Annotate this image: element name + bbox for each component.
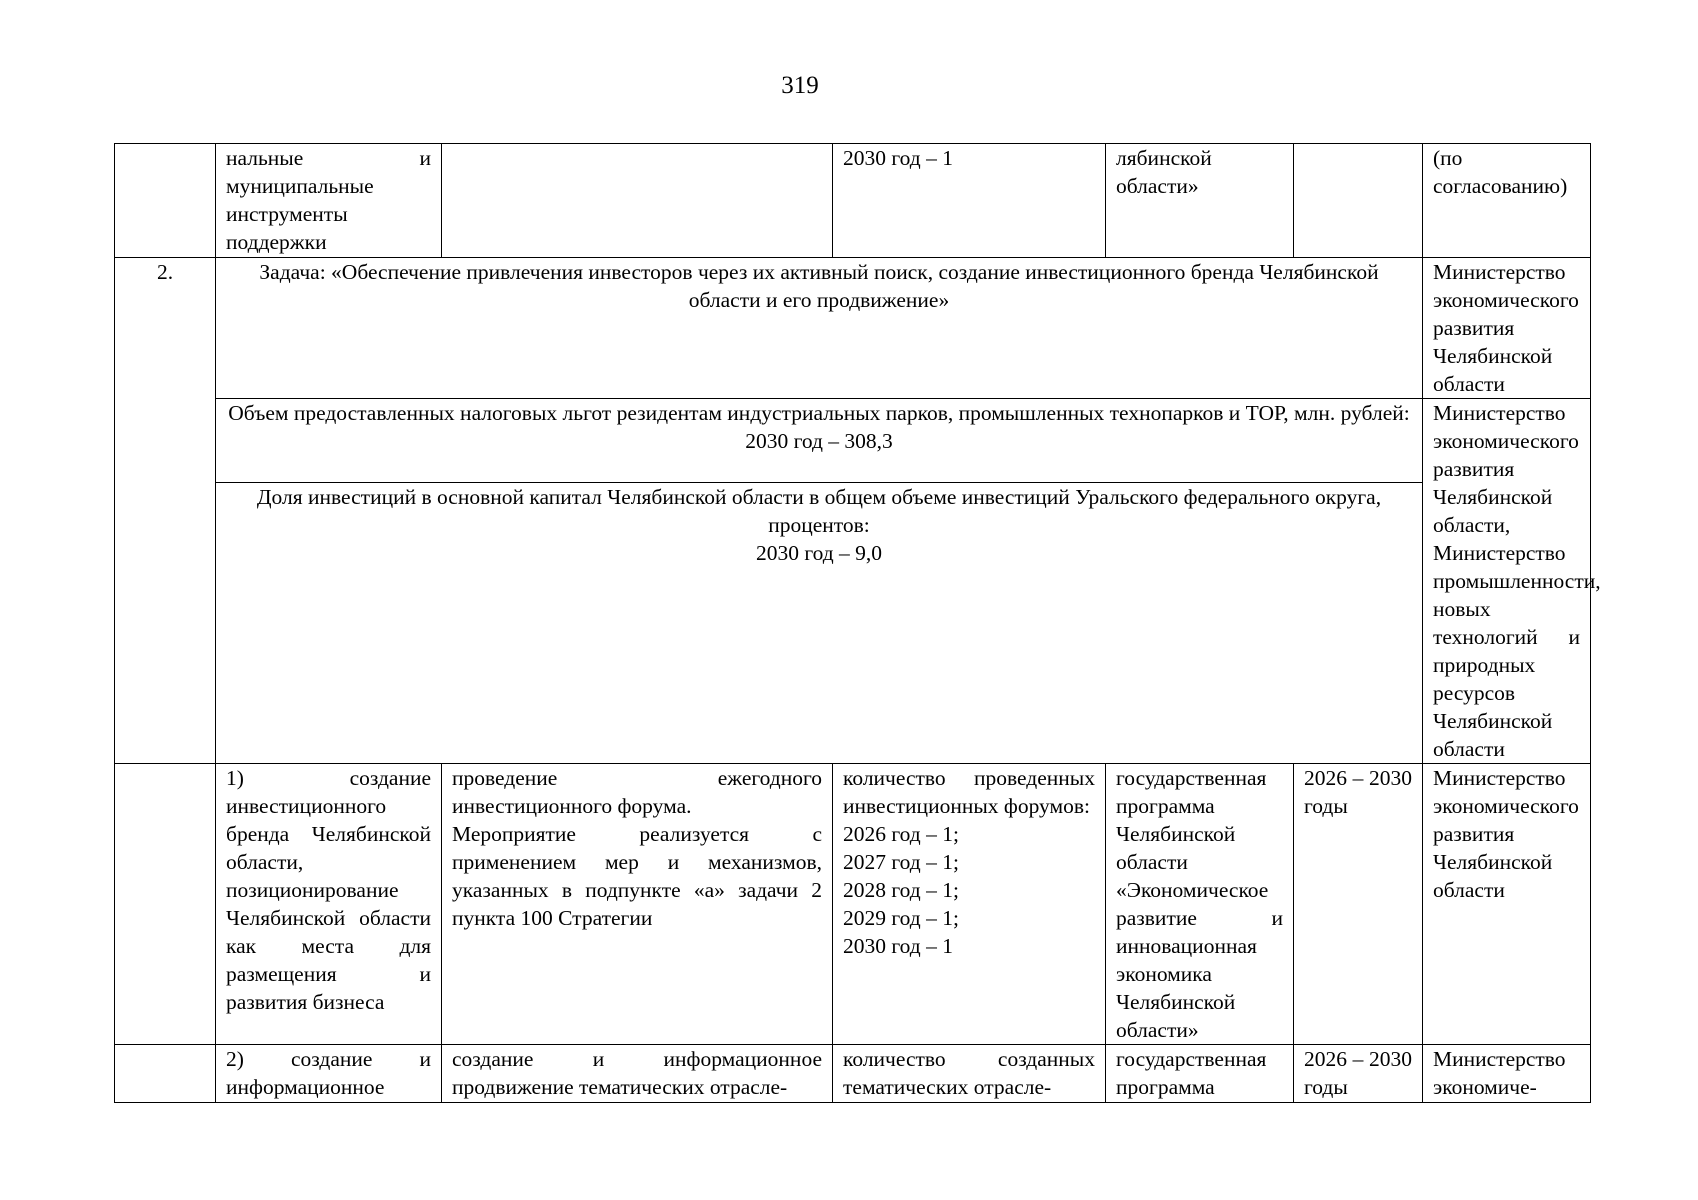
cell-indicator: количество проведенных инвестиционных форумов: 2026 год – 1; 2027 год – 1; 2028 год – 1; 2029 год – 1; 2030 год – 1	[833, 764, 1106, 1045]
table-row-continuation	[115, 144, 1591, 258]
task-heading: Задача: «Обеспечение привлечения инвесторов через их активный поиск, создание инвестиционного бренда Челябинской области и его продвижение»	[216, 258, 1423, 399]
table-row-measure	[115, 764, 1591, 1045]
cell-task-number: 2.	[115, 258, 216, 764]
indicator-tax-benefits	[216, 399, 1423, 483]
cell-program: государственная программа Челябинской области «Экономическое развитие и инновационная экономика Челябинской области»	[1106, 764, 1294, 1045]
cell-period	[1294, 144, 1423, 258]
cell-direction: 1) создание инвестиционного бренда Челябинской области, позиционирование Челябинской области как места для размещения и развития бизнеса	[216, 764, 442, 1045]
table-row-measure	[115, 1045, 1591, 1103]
cell-program	[1106, 1045, 1294, 1103]
cell-measure-text: создание и информационное продвижение тематических отрасле-	[452, 1047, 822, 1099]
page-number: 319	[781, 72, 819, 99]
indicator-tax-benefits-value: 2030 год – 308,3	[745, 429, 893, 453]
cell-measure	[442, 144, 833, 258]
cell-direction-text: 2) создание и информационное	[226, 1047, 431, 1099]
indicators-responsible: Министерство экономического развития Челябинской области, Министерство промышленности, новых технологий и природных ресурсов Челябинской области	[1423, 399, 1591, 764]
indicator-investment-share-value: 2030 год – 9,0	[755, 541, 883, 566]
cell-period: 2026 – 2030 годы	[1294, 764, 1423, 1045]
indicator-investment-share	[216, 483, 1423, 764]
table-row-indicator	[115, 483, 1591, 764]
cell-program-text: государственная программа	[1116, 1047, 1267, 1099]
cell-responsible: Министерство экономического развития Челябинской области	[1423, 764, 1591, 1045]
cell-direction	[216, 1045, 442, 1103]
cell-indicator: 2030 год – 1	[833, 144, 1106, 258]
strategy-table	[114, 143, 1601, 1103]
indicator-investment-share-text: Доля инвестиций в основной капитал Челябинской области в общем объеме инвестиций Уральского федерального округа, процентов:	[256, 485, 1382, 538]
cell-measure: проведение ежегодного инвестиционного форума. Мероприятие реализуется с применением мер и механизмов, указанных в подпункте «а» задачи 2 пункта 100 Стратегии	[442, 764, 833, 1045]
cell-indicator	[833, 1045, 1106, 1103]
cell-program: лябинской области»	[1106, 144, 1294, 258]
table-row-indicator	[115, 399, 1591, 483]
cell-period	[1294, 1045, 1423, 1103]
cell-number	[115, 144, 216, 258]
cell-direction: нальные и муниципальные инструменты поддержки	[216, 144, 442, 258]
cell-responsible	[1423, 1045, 1591, 1103]
cell-responsible-text: Министерство экономиче-	[1433, 1047, 1566, 1099]
cell-indicator-text: количество созданных тематических отрасле-	[843, 1047, 1095, 1099]
indicator-tax-benefits-text: Объем предоставленных налоговых льгот резидентам индустриальных парков, промышленных технопарков и ТОР, млн. рублей:	[228, 401, 1410, 425]
cell-period-text: 2026 – 2030 годы	[1304, 1047, 1412, 1099]
cell-responsible: (по согласованию)	[1423, 144, 1591, 258]
table-row-task	[115, 258, 1591, 399]
cell-number	[115, 764, 216, 1045]
cell-measure	[442, 1045, 833, 1103]
cell-number	[115, 1045, 216, 1103]
task-responsible: Министерство экономического развития Челябинской области	[1423, 258, 1591, 399]
